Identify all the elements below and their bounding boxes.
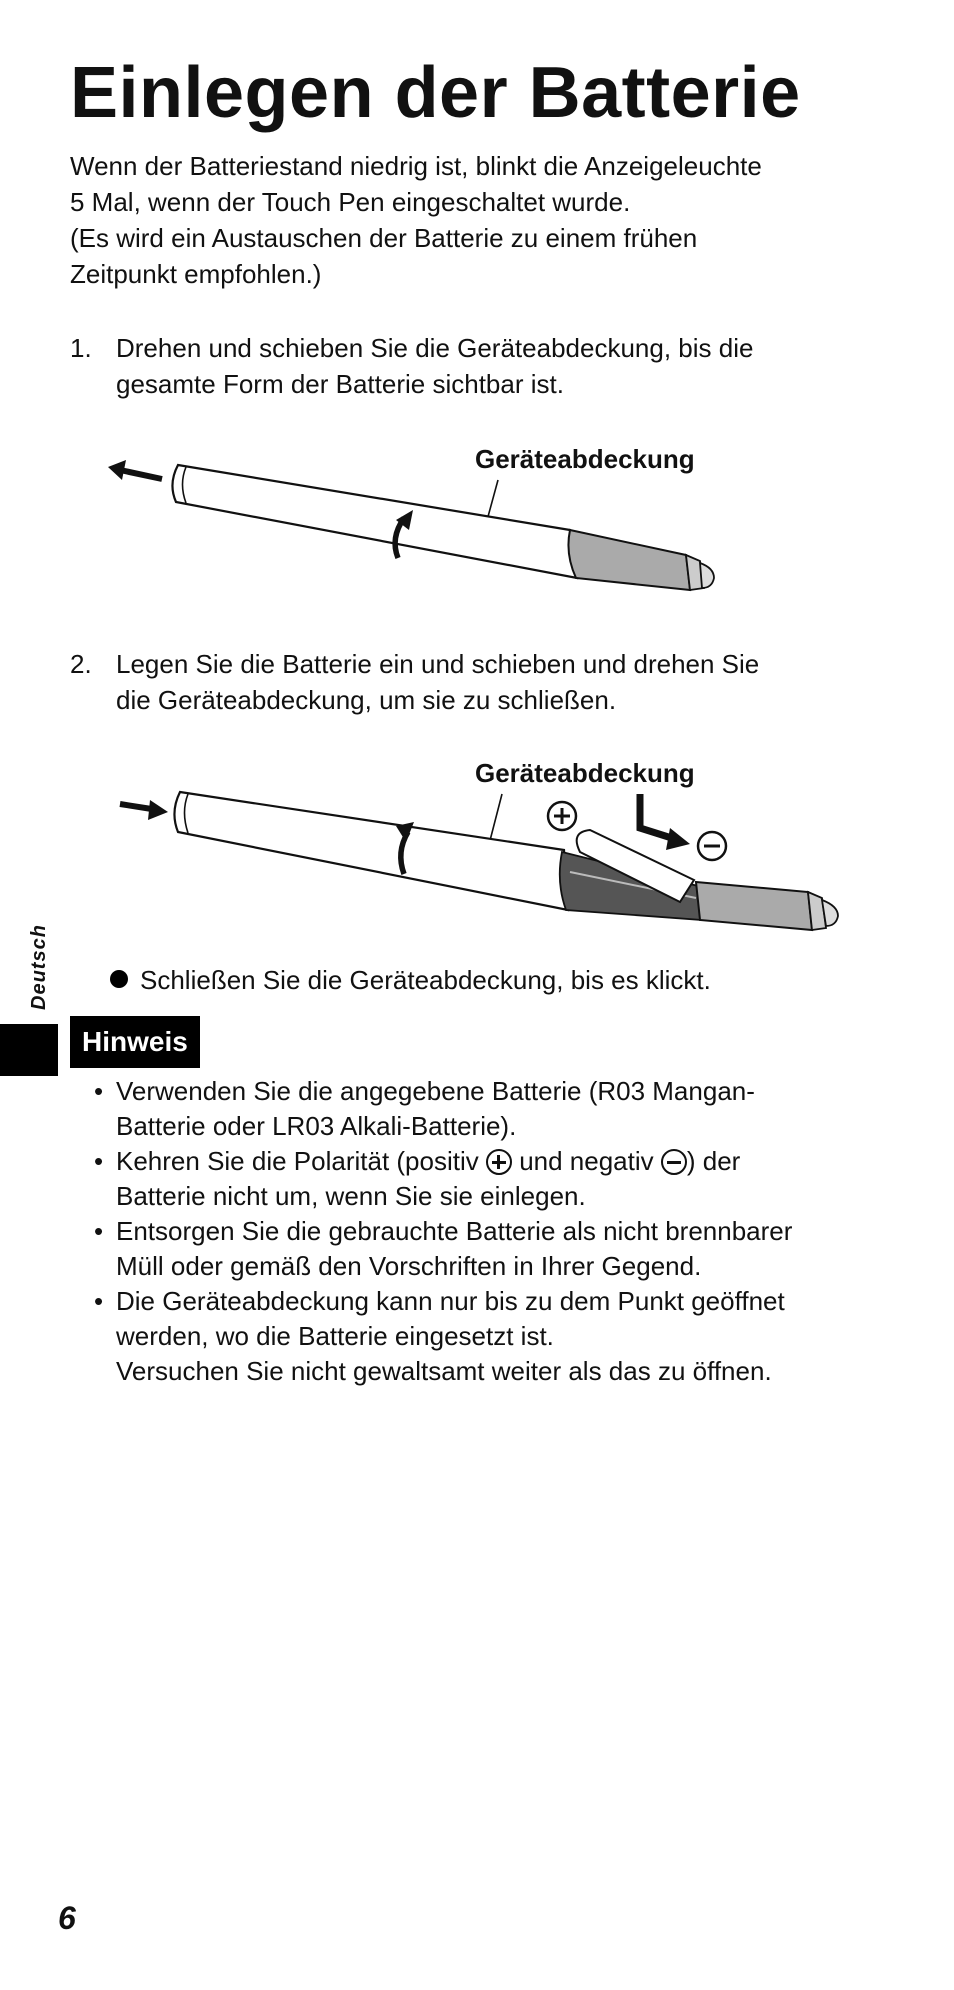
page-number: 6 [58,1900,76,1936]
intro-line: Zeitpunkt empfohlen.) [70,259,322,289]
note-line: Müll oder gemäß den Vorschriften in Ihrer Gegend. [116,1251,702,1281]
intro-line: Wenn der Batteriestand niedrig ist, blinkt die Anzeigeleuchte [70,151,762,181]
note-line: werden, wo die Batterie eingesetzt ist. [116,1321,554,1351]
pen-body [172,465,577,578]
slide-arrow-head-icon [666,828,690,850]
note-item [94,1284,884,1389]
pen-grip [696,882,812,930]
minus-icon [661,1149,687,1175]
plus-icon [486,1149,512,1175]
note-bullet: • [94,1076,104,1106]
step-text [116,330,896,402]
page-title: Einlegen der Batterie [70,53,801,133]
cover-label: Geräteabdeckung [475,444,695,474]
pen-opening-illustration [100,438,740,610]
pen-body [174,792,568,910]
note-line: Batterie oder LR03 Alkali-Batterie). [116,1111,517,1141]
step-line: die Geräteabdeckung, um sie zu schließen. [116,685,617,715]
step-line: Legen Sie die Batterie ein und schieben und drehen Sie [116,649,760,679]
note-heading: Hinweis [70,1016,200,1068]
note-line: Die Geräteabdeckung kann nur bis zu dem Punkt geöffnet [116,1286,785,1316]
pull-arrow-head-icon [108,460,126,480]
step-number: 2. [70,649,92,679]
pull-arrow-icon [120,470,162,479]
note-bullet: • [94,1146,104,1176]
pen-closing-illustration [100,752,870,952]
step-text [116,646,896,718]
intro-paragraph [70,148,870,292]
note-line: Versuchen Sie nicht gewaltsamt weiter als das zu öffnen. [116,1356,772,1386]
note-list [94,1074,884,1389]
note-item [94,1214,884,1284]
note-item [94,1144,884,1214]
note-line: Batterie nicht um, wenn Sie sie einlegen. [116,1181,586,1211]
note-line: Entsorgen Sie die gebrauchte Batterie als nicht brennbarer [116,1216,793,1246]
intro-line: (Es wird ein Austauschen der Batterie zu einem frühen [70,223,698,253]
note-line: und negativ [511,1146,661,1176]
step-number: 1. [70,333,92,363]
note-item [94,1074,884,1144]
note-bullet: • [94,1286,104,1316]
bullet-dot-icon [110,970,128,988]
pen-grip [568,530,690,590]
note-line: ) der [686,1146,741,1176]
intro-line: 5 Mal, wenn der Touch Pen eingeschaltet wurde. [70,187,631,217]
note-line: Verwenden Sie die angegebene Batterie (R03 Mangan- [116,1076,755,1106]
step-line: Drehen und schieben Sie die Geräteabdeckung, bis die [116,333,754,363]
language-label: Deutsch [28,924,50,1010]
close-instruction [110,962,711,998]
push-arrow-head-icon [148,800,168,820]
pen-tip [700,563,714,588]
language-tab [0,1024,58,1076]
note-bullet: • [94,1216,104,1246]
close-instruction-text: Schließen Sie die Geräteabdeckung, bis es klickt. [140,965,711,995]
step-line: gesamte Form der Batterie sichtbar ist. [116,369,564,399]
cover-label: Geräteabdeckung [475,758,695,788]
note-line: Kehren Sie die Polarität (positiv [116,1146,486,1176]
